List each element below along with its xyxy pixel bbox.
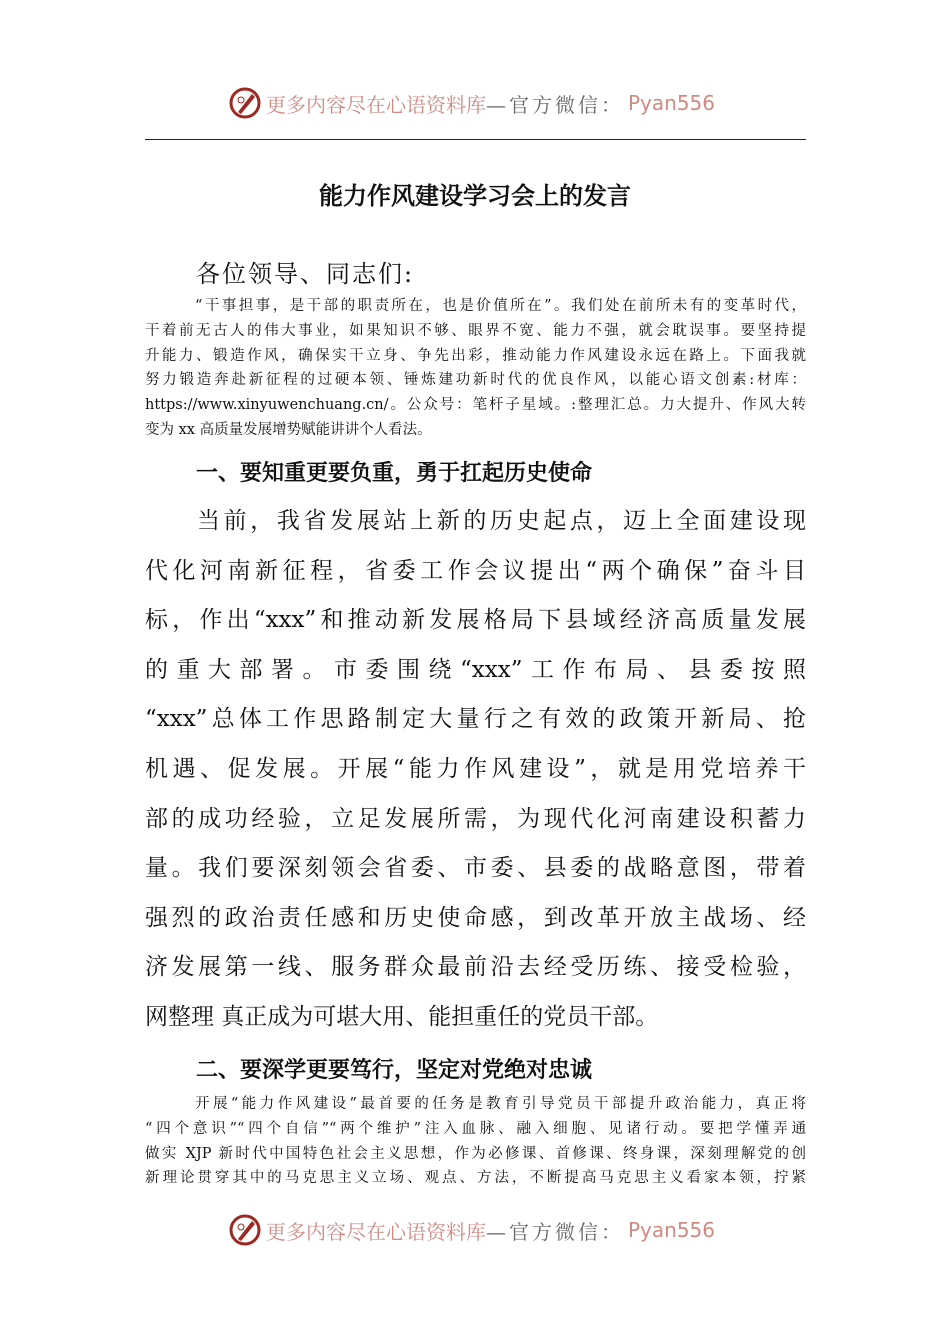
watermark-id: Pyan556 xyxy=(628,91,716,115)
document-title: 能力作风建设学习会上的发言 xyxy=(319,182,631,210)
watermark-id: Pyan556 xyxy=(628,1218,716,1242)
text-line: https://www.xinyuwenchuang.cn/。公众号：笔杆子星域。:整理汇总。力大提升、作风大转 xyxy=(145,397,806,414)
text-line: 干着前无古人的伟大事业，如果知识不够、眼界不宽、能力不强，就会耽误事。要坚持提 xyxy=(145,322,806,339)
text-line: “四个意识”“四个自信”“两个维护”注入血脉、融入细胞、见诸行动。要把学懂弄通 xyxy=(145,1120,806,1137)
watermark-header xyxy=(228,83,715,123)
pen-logo-icon xyxy=(228,86,262,120)
watermark-site: 更多内容尽在心语资料库 xyxy=(266,1219,486,1244)
greeting: 各位领导、同志们: xyxy=(196,260,415,288)
text-line: 强烈的政治责任感和历史使命感，到改革开放主战场、经 xyxy=(145,904,806,931)
text-line: 的重大部署。市委围绕“xxx”工作布局、县委按照 xyxy=(145,656,806,683)
text-line: 变为 xx 高质量发展增势赋能讲讲个人看法。 xyxy=(145,421,432,438)
section1-paragraph xyxy=(145,497,806,1043)
intro-paragraph xyxy=(145,294,806,443)
watermark-label: —官方微信： xyxy=(486,92,624,117)
text-line: 量。我们要深刻领会省委、市委、县委的战略意图，带着 xyxy=(145,855,806,882)
text-line: 努力锻造奔赴新征程的过硬本领、锤炼建功新时代的优良作风，以能心语文创素:材库： xyxy=(145,372,806,389)
pen-logo-icon xyxy=(228,1213,262,1247)
text-line: 新理论贯穿其中的马克思主义立场、观点、方法，不断提高马克思主义看家本领，拧紧 xyxy=(145,1170,806,1187)
text-line: 网整理 真正成为可堪大用、能担重任的党员干部。 xyxy=(145,1003,659,1030)
watermark-label: —官方微信： xyxy=(486,1219,624,1244)
text-line: 标，作出“xxx”和推动新发展格局下县域经济高质量发展 xyxy=(145,607,806,634)
text-line: 升能力、锻造作风，确保实干立身、争先出彩，推动能力作风建设永远在路上。下面我就 xyxy=(145,347,806,364)
text-line: “xxx”总体工作思路制定大量行之有效的政策开新局、抢 xyxy=(145,706,806,733)
text-line: 机遇、促发展。开展“能力作风建设”，就是用党培养干 xyxy=(145,755,806,782)
text-line: “干事担事，是干部的职责所在，也是价值所在”。我们处在前所未有的变革时代， xyxy=(195,298,806,314)
text-line: 济发展第一线、服务群众最前沿去经受历练、接受检验， xyxy=(145,954,806,981)
section2-heading: 二、要深学更要笃行，坚定对党绝对忠诚 xyxy=(196,1058,593,1083)
text-line: 代化河南新征程，省委工作会议提出“两个确保”奋斗目 xyxy=(145,557,806,584)
watermark-footer xyxy=(228,1210,715,1250)
watermark-site: 更多内容尽在心语资料库 xyxy=(266,92,486,117)
header-divider xyxy=(145,139,806,140)
text-line: 当前，我省发展站上新的历史起点，迈上全面建设现 xyxy=(197,508,806,534)
section1-heading: 一、要知重更要负重，勇于扛起历史使命 xyxy=(196,461,593,486)
text-line: 部的成功经验，立足发展所需，为现代化河南建设积蓄力 xyxy=(145,805,806,832)
text-line: 开展“能力作风建设”最首要的任务是教育引导党员干部提升政治能力，真正将 xyxy=(195,1096,806,1112)
section2-paragraph xyxy=(145,1092,806,1191)
text-line: 做实 XJP 新时代中国特色社会主义思想，作为必修课、首修课、终身课，深刻理解党的创 xyxy=(145,1145,806,1162)
